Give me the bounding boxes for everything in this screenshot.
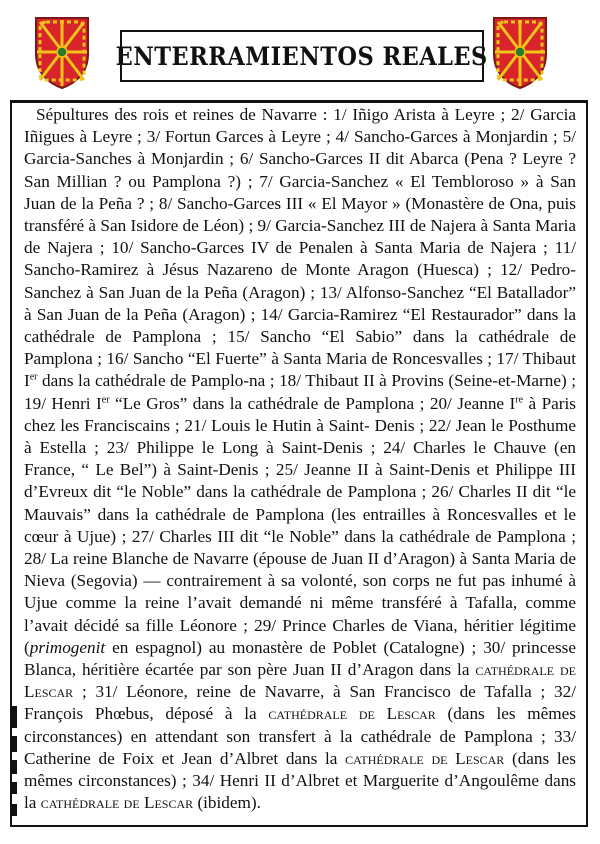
text-span: en espagnol) au monastère de Poblet (Catalogne) ; 30/ princesse Blanca, héritière écartée par son père Juan II d’Aragon dans la xyxy=(24,637,576,680)
text-span: dans la cathédrale de Pamplo-na ; 18/ Thibaut II à Provins (Seine-et-Marne) ; 19/ Henri I xyxy=(24,371,576,413)
text-span-sc: cathédrale de Lescar xyxy=(40,793,194,813)
text-span-sc: cathédrale de Lescar xyxy=(268,704,436,724)
text-span: à Paris chez les Franciscains ; 21/ Louis le Hutin à Saint- Denis ; 22/ Jean le Posthume à Estella ; 23/ Philippe le Long à Saint-Denis ; 24/ Charles le Chauve (en France, “ Le Bel”) à Saint-Denis ; 25/ Jeanne II à Saint-Denis et Philippe III d’Evreux dit “le Noble” dans la cathédrale de Pamplona ; 26/ Charles II dit “le Mauvais” dans la cathédrale de Pamplona (les entrailles à Roncesvalles et le cœur à Ujue) ; 27/ Charles III dit “le Noble” dans la cathédrale de Pamplona ; 28/ La reine Blanche de Navarre (épouse de Juan II d’Aragon) à Santa Maria de Nieva (Segovia) — contrairement à sa volonté, son corps ne fut pas inhumé à Ujue comme la reine l’avait demandé ni même transféré à Tafalla, comme l’avait décidé sa fille Léonore ; 29/ Prince Charles de Viana, héritier légitime ( xyxy=(24,393,576,657)
margin-mark xyxy=(12,760,17,774)
margin-mark xyxy=(12,736,17,752)
text-span-it: primogenit xyxy=(29,637,106,657)
text-span-sup: er xyxy=(101,393,110,405)
text-span: (dans les mêmes circonstances) en attendant son transfert à la cathédrale de Pamplona ; 33/ Catherine de Foix et Jean d’Albret dans la xyxy=(24,704,576,768)
text-span: ; 31/ Léonore, reine de Navarre, à San Francisco de Tafalla ; 32/ François Phœbus, déposé à la xyxy=(24,682,576,724)
text-span: Sépultures des rois et reines de Navarre : 1/ Iñigo Arista à Leyre ; 2/ Garcia Iñigues à Leyre ; 3/ Fortun Garces à Leyre ; 4/ Sancho-Garces à Monjardin ; 5/ Garcia-Sanches à Monjardin ; 6/ Sancho-Garces II dit Abarca (Pena ? Leyre ? San Millian ? ou Pamplona ?) ; 7/ Garcia-Sanchez « El Tembloroso » à San Juan de la Peña ? ; 8/ Sancho-Garces III « El Mayor » (Monastère de Ona, puis transféré à San Isidore de Léon) ; 9/ Garcia-Sanchez III de Najera à Santa Maria de Najera ; 10/ Sancho-Garces IV de Penalen à Santa Maria de Najera ; 11/ Sancho-Ramirez à Jésus Nazareno de Monte Aragon (Huesca) ; 12/ Pedro-Sanchez à San Juan de la Peña (Aragon) ; 13/ Alfonso-Sanchez “El Batallador” à San Juan de la Peña (Aragon) ; 14/ Garcia-Ramirez “El Restaurador” dans la cathédrale de Pamplona ; 15/ Sancho “El Sabio” dans la cathédrale de Pamplona ; 16/ Sancho “El Fuerte” à Santa Maria de Roncesvalles ; 17/ Thibaut I xyxy=(24,105,576,391)
margin-mark xyxy=(12,706,17,728)
header xyxy=(10,8,588,103)
text-span: (ibidem). xyxy=(193,793,261,813)
text-span: “Le Gros” dans la cathédrale de Pamplona ; 20/ Jeanne I xyxy=(109,393,516,413)
margin-mark xyxy=(12,804,17,816)
text-span-sup: er xyxy=(29,371,38,383)
title-box xyxy=(115,30,489,82)
text-span-sup: re xyxy=(515,393,524,405)
text-span-sc: cathédrale de Lescar xyxy=(345,748,505,768)
text-span-sc: cathédrale de Lescar xyxy=(24,660,576,702)
navarre-coat-of-arms-icon xyxy=(32,14,92,90)
royal-burials-paragraph xyxy=(24,104,576,815)
page-title: ENTERRAMIENTOS REALES xyxy=(115,41,489,71)
text-span: (dans les mêmes circonstances) ; 34/ Henri II d’Albret et Marguerite d’Angoulême dans la xyxy=(24,748,576,813)
navarre-coat-of-arms-icon xyxy=(490,14,550,90)
margin-mark xyxy=(12,782,17,794)
